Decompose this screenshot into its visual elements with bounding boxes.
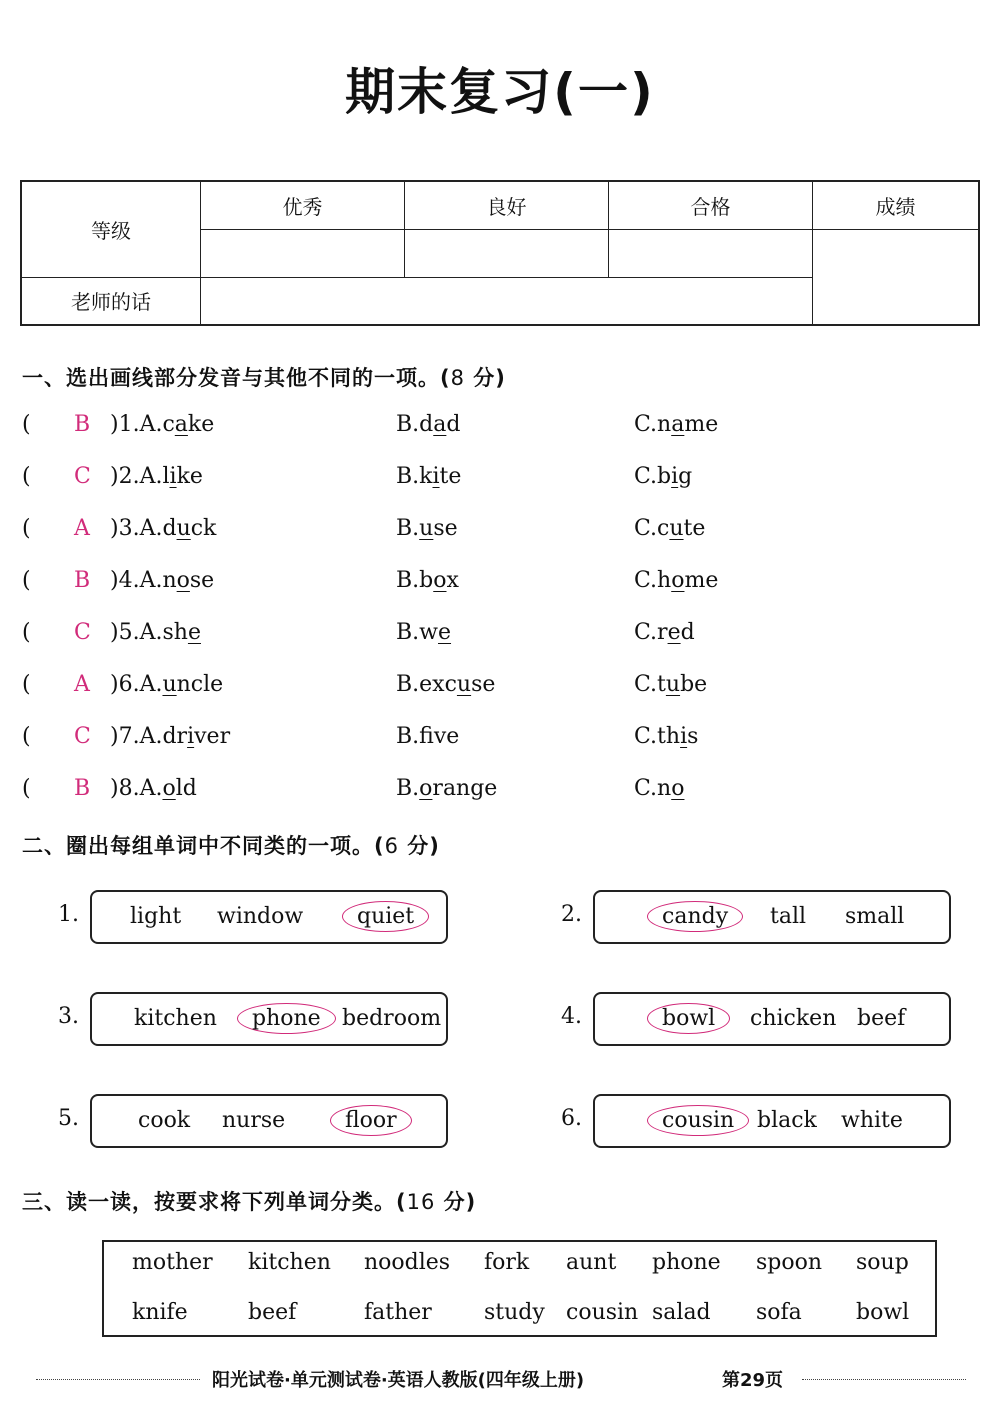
- group-number: 4.: [561, 1004, 582, 1029]
- option-b: B.use: [396, 516, 458, 541]
- option-b: B.kite: [396, 464, 462, 489]
- option-c: C.home: [634, 568, 719, 593]
- answer-letter[interactable]: B: [74, 412, 91, 437]
- option-a: )5.A.she: [110, 620, 201, 645]
- answer-letter[interactable]: A: [74, 516, 90, 541]
- word[interactable]: chicken: [750, 1006, 837, 1031]
- underlined-letters: o: [671, 776, 685, 801]
- word[interactable]: kitchen: [134, 1006, 217, 1031]
- underlined-letters: u: [176, 516, 191, 541]
- word[interactable]: window: [217, 904, 304, 929]
- group-number: 1.: [58, 902, 79, 927]
- answer-letter[interactable]: B: [74, 568, 91, 593]
- grade-table: [20, 180, 980, 326]
- option-b: B.fve: [396, 724, 460, 749]
- word-bank-item: cousin: [566, 1300, 639, 1325]
- word[interactable]: bedroom: [342, 1006, 442, 1031]
- teacher-comment-label: 老师的话: [21, 277, 201, 325]
- circled-word[interactable]: candy: [647, 901, 743, 932]
- grade-excellent-header: 优秀: [201, 181, 405, 229]
- score-header: 成绩: [813, 181, 980, 229]
- option-c: C.no: [634, 776, 685, 801]
- option-a: )6.A.uncle: [110, 672, 224, 697]
- underlined-letters: e: [438, 620, 452, 645]
- group-number: 3.: [58, 1004, 79, 1029]
- question-row: [22, 516, 782, 556]
- underlined-letters: e: [667, 620, 681, 645]
- option-b: B.box: [396, 568, 459, 593]
- word-bank-item: kitchen: [248, 1250, 331, 1275]
- page-footer: [0, 1366, 1000, 1396]
- answer-letter[interactable]: C: [74, 724, 91, 749]
- footer-text: 阳光试卷·单元测试卷·英语人教版(四年级上册): [212, 1370, 585, 1391]
- section1-heading: 一、选出画线部分发音与其他不同的一项。(8 分): [22, 366, 506, 390]
- word[interactable]: light: [130, 904, 182, 929]
- option-b: B.orange: [396, 776, 498, 801]
- option-b: B.dad: [396, 412, 461, 437]
- answer-bracket: (: [22, 412, 31, 437]
- option-a: )1.A.cake: [110, 412, 215, 437]
- page-number: 第29页: [722, 1370, 784, 1391]
- answer-letter[interactable]: C: [74, 464, 91, 489]
- underlined-letters: e: [187, 620, 201, 645]
- word-bank-item: mother: [132, 1250, 213, 1275]
- word[interactable]: tall: [770, 904, 807, 929]
- question-row: [22, 672, 782, 712]
- underlined-letters: i: [671, 464, 679, 489]
- word-bank-item: father: [364, 1300, 432, 1325]
- page-title: 期末复习(一): [345, 63, 655, 121]
- underlined-letters: u: [162, 672, 177, 697]
- circled-word[interactable]: floor: [330, 1105, 412, 1136]
- answer-bracket: (: [22, 516, 31, 541]
- option-c: C.this: [634, 724, 699, 749]
- grade-pass-header: 合格: [609, 181, 813, 229]
- underlined-letters: u: [665, 672, 681, 697]
- grade-good-header: 良好: [405, 181, 609, 229]
- answer-bracket: (: [22, 672, 31, 697]
- underlined-letters: o: [176, 568, 190, 593]
- word-group-box: [90, 992, 448, 1046]
- score-cell[interactable]: [813, 229, 980, 325]
- word-bank-item: bowl: [856, 1300, 910, 1325]
- answer-bracket: (: [22, 464, 31, 489]
- word-bank-item: noodles: [364, 1250, 451, 1275]
- word-group-box: [90, 890, 448, 944]
- underlined-letters: i: [680, 724, 688, 749]
- underlined-letters: u: [456, 672, 472, 697]
- answer-bracket: (: [22, 568, 31, 593]
- word[interactable]: small: [845, 904, 905, 929]
- question-row: [22, 776, 782, 816]
- underlined-letters: i: [187, 724, 195, 749]
- circled-word[interactable]: bowl: [647, 1003, 730, 1034]
- answer-bracket: (: [22, 620, 31, 645]
- underlined-letters: o: [671, 568, 685, 593]
- word-group-box: [593, 1094, 951, 1148]
- word-bank-item: soup: [856, 1250, 909, 1275]
- option-a: )4.A.nose: [110, 568, 215, 593]
- word[interactable]: white: [841, 1108, 903, 1133]
- word-bank-item: spoon: [756, 1250, 823, 1275]
- teacher-comment-cell[interactable]: [201, 277, 813, 325]
- question-row: [22, 568, 782, 608]
- group-number: 5.: [58, 1106, 79, 1131]
- word-bank-item: phone: [652, 1250, 721, 1275]
- word-bank: [102, 1240, 937, 1337]
- option-a: )3.A.duck: [110, 516, 217, 541]
- option-c: C.cute: [634, 516, 706, 541]
- circled-word[interactable]: cousin: [647, 1105, 749, 1136]
- grade-good-cell[interactable]: [405, 229, 609, 277]
- option-c: C.name: [634, 412, 719, 437]
- word-bank-item: salad: [652, 1300, 711, 1325]
- word-group-box: [593, 992, 951, 1046]
- group-number: 6.: [561, 1106, 582, 1131]
- word-bank-item: fork: [484, 1250, 530, 1275]
- option-c: C.tube: [634, 672, 708, 697]
- answer-bracket: (: [22, 776, 31, 801]
- underlined-letters: i: [432, 464, 440, 489]
- circled-word[interactable]: quiet: [342, 901, 429, 932]
- underlined-letters: a: [671, 412, 685, 437]
- option-c: C.red: [634, 620, 695, 645]
- option-a: )8.A.old: [110, 776, 197, 801]
- underlined-letters: o: [419, 776, 433, 801]
- underlined-letters: o: [433, 568, 447, 593]
- footer-divider-right: [802, 1379, 966, 1380]
- word-bank-item: beef: [248, 1300, 297, 1325]
- group-number: 2.: [561, 902, 582, 927]
- word[interactable]: nurse: [222, 1108, 286, 1133]
- answer-letter[interactable]: B: [74, 776, 91, 801]
- underlined-letters: u: [669, 516, 684, 541]
- option-a: )2.A.like: [110, 464, 203, 489]
- section2-heading: 二、圈出每组单词中不同类的一项。(6 分): [22, 834, 440, 858]
- question-row: [22, 464, 782, 504]
- word-bank-item: study: [484, 1300, 545, 1325]
- word-bank-item: aunt: [566, 1250, 617, 1275]
- underlined-letters: o: [162, 776, 176, 801]
- word-group-box: [90, 1094, 448, 1148]
- underlined-letters: a: [174, 412, 188, 437]
- answer-bracket: (: [22, 724, 31, 749]
- question-row: [22, 620, 782, 660]
- circled-word[interactable]: phone: [237, 1003, 336, 1034]
- underlined-letters: u: [419, 516, 434, 541]
- underlined-letters: a: [433, 412, 447, 437]
- option-a: )7.A.driver: [110, 724, 231, 749]
- question-row: [22, 724, 782, 764]
- grade-label: 等级: [21, 181, 201, 277]
- word-bank-item: knife: [132, 1300, 188, 1325]
- word-group-box: [593, 890, 951, 944]
- grade-pass-cell[interactable]: [609, 229, 813, 277]
- grade-excellent-cell[interactable]: [201, 229, 405, 277]
- word[interactable]: black: [757, 1108, 817, 1133]
- footer-divider-left: [36, 1379, 200, 1380]
- question-row: [22, 412, 782, 452]
- section3-heading: 三、读一读，按要求将下列单词分类。(16 分): [22, 1190, 477, 1214]
- word[interactable]: beef: [857, 1006, 906, 1031]
- option-b: B.excuse: [396, 672, 496, 697]
- option-c: C.big: [634, 464, 693, 489]
- answer-letter[interactable]: A: [74, 672, 90, 697]
- underlined-letters: i: [169, 464, 177, 489]
- option-b: B.we: [396, 620, 452, 645]
- answer-letter[interactable]: C: [74, 620, 91, 645]
- word[interactable]: cook: [138, 1108, 191, 1133]
- word-bank-item: sofa: [756, 1300, 802, 1325]
